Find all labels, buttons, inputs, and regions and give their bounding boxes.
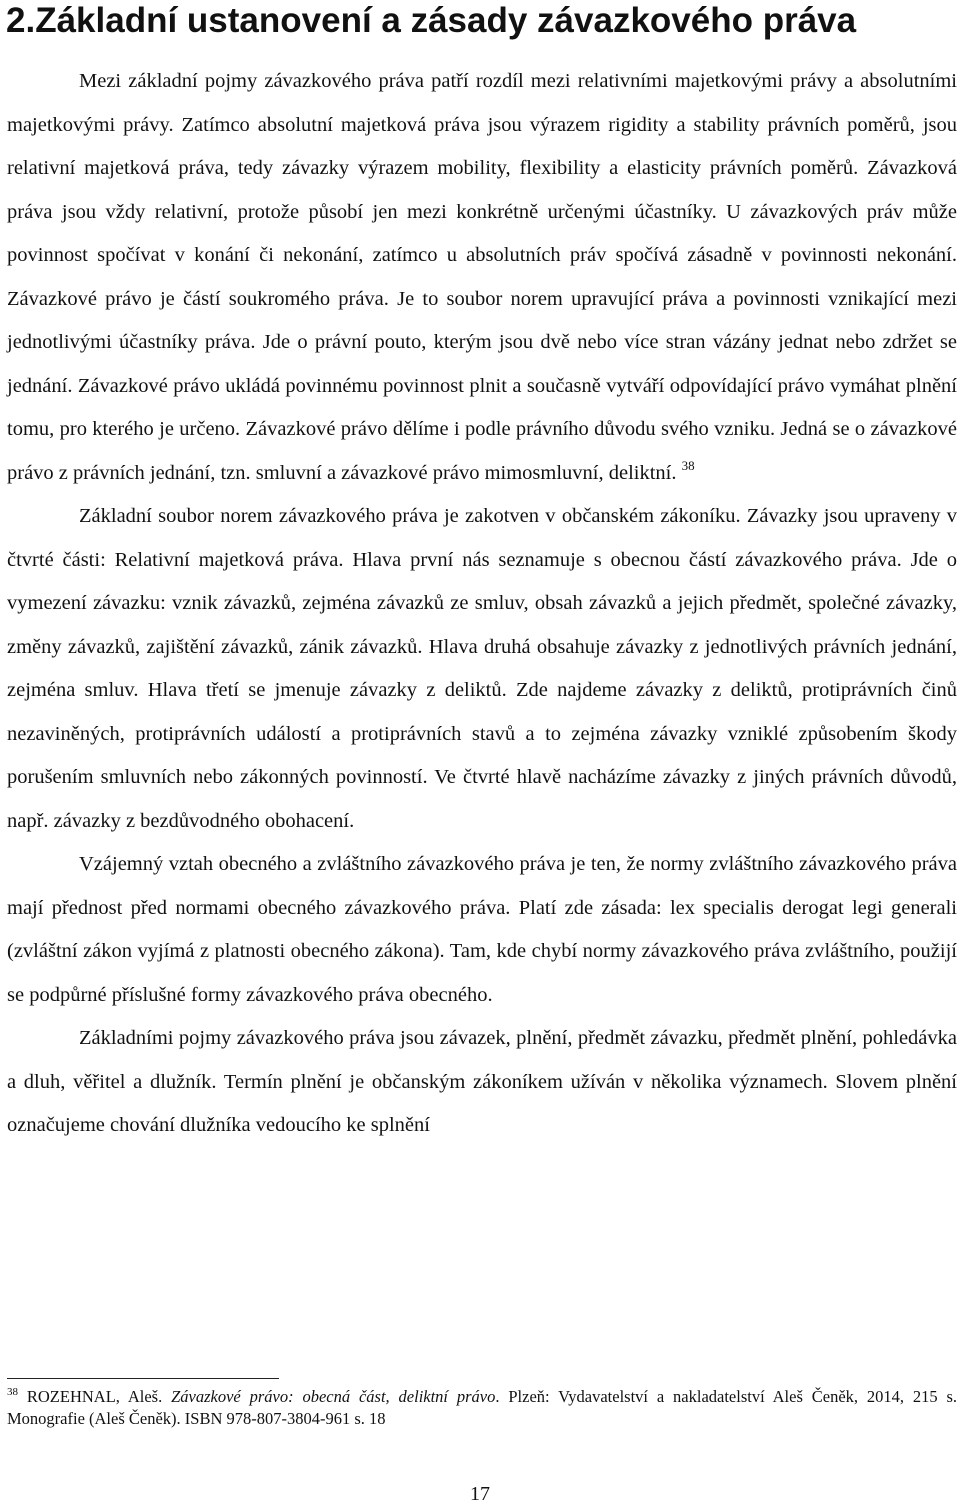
footnote-number: 38 <box>7 1386 18 1398</box>
paragraph-3 <box>7 843 957 1017</box>
footnote-publication: . Plzeň: Vydavatelství a nakladatelství Aleš Čeněk, 2014, 215 s. Monografie (Aleš Čeněk). ISBN 978-807-3804-961 s. 18 <box>7 1387 958 1428</box>
footnote <box>7 1386 957 1429</box>
paragraph-1-text: Mezi základní pojmy závazkového práva patří rozdíl mezi relativními majetkovými právy a absolutními majetkovými právy. Zatímco absolutní majetková práva jsou výrazem rigidity a stability právních poměrů, jsou relativní majetková práva, tedy závazky výrazem mobility, flexibility a elasticity právních poměrů. Závazková práva jsou vždy relativní, protože působí jen mezi konkrétně určenými účastníky. U závazkových práv může povinnost spočívat v konání či nekonání, zatímco u absolutních práv spočívá zásadně v povinnosti nekonání. Závazkové právo je částí soukromého práva. Je to soubor norem upravující práva a povinnosti vznikající mezi jednotlivými účastníky práva. Jde o právní pouto, kterým jsou dvě nebo více stran vázány jednat nebo zdržet se jednání. Závazkové právo ukládá povinnému povinnost plnit a současně vytváří odpovídající právo vymáhat plnění tomu, pro kterého je určeno. Závazkové právo dělíme i podle právního důvodu svého vzniku. Jedná se o závazkové právo z právních jednání, tzn. smluvní a závazkové právo mimosmluvní, deliktní. <box>7 70 957 484</box>
paragraph-2-text: Základní soubor norem závazkového práva je zakotven v občanském zákoníku. Závazky jsou upraveny v čtvrté části: Relativní majetková práva. Hlava první nás seznamuje s obecnou částí závazkového práva. Jde o vymezení závazku: vznik závazků, zejména závazků ze smluv, obsah závazků a jejich předmět, společné závazky, změny závazků, zajištění závazků, zánik závazků. Hlava druhá obsahuje závazky z jednotlivých právních jednání, zejména smluv. Hlava třetí se jmenuje závazky z deliktů. Zde najdeme závazky z deliktů, protiprávních činů nezaviněných, protiprávních událostí a protiprávních stavů a to zejména závazky vzniklé způsobením škody porušením smluvních nebo zákonných povinností. Ve čtvrté hlavě nacházíme závazky z jiných právních důvodů, např. závazky z bezdůvodného obohacení. <box>7 505 957 832</box>
paragraph-4-text: Základními pojmy závazkového práva jsou závazek, plnění, předmět závazku, předmět plnění, pohledávka a dluh, věřitel a dlužník. Termín plnění je občanským zákoníkem užíván v několika významech. Slovem plnění označujeme chování dlužníka vedoucího ke splnění <box>7 1027 957 1136</box>
paragraph-2 <box>7 495 957 843</box>
paragraph-4 <box>7 1017 957 1148</box>
section-heading <box>6 0 956 42</box>
page-number: 17 <box>470 1483 490 1505</box>
paragraph-3-text: Vzájemný vztah obecného a zvláštního závazkového práva je ten, že normy zvláštního závazkového práva mají přednost před normami obecného závazkového práva. Platí zde zásada: lex specialis derogat legi generali (zvláštní zákon vyjímá z platnosti obecného zákona). Tam, kde chybí normy závazkového práva zvláštního, použijí se podpůrné příslušné formy závazkového práva obecného. <box>7 853 957 1006</box>
footnote-separator <box>7 1378 279 1379</box>
body-text <box>7 60 957 1148</box>
section-number: 2. <box>6 1 36 40</box>
paragraph-1 <box>7 60 957 495</box>
footnote-title: Závazkové právo: obecná část, deliktní právo <box>171 1387 496 1406</box>
footnote-author: ROZEHNAL, Aleš. <box>26 1387 163 1406</box>
section-title: Základní ustanovení a zásady závazkového práva <box>35 1 857 40</box>
footnote-reference: 38 <box>681 457 695 473</box>
